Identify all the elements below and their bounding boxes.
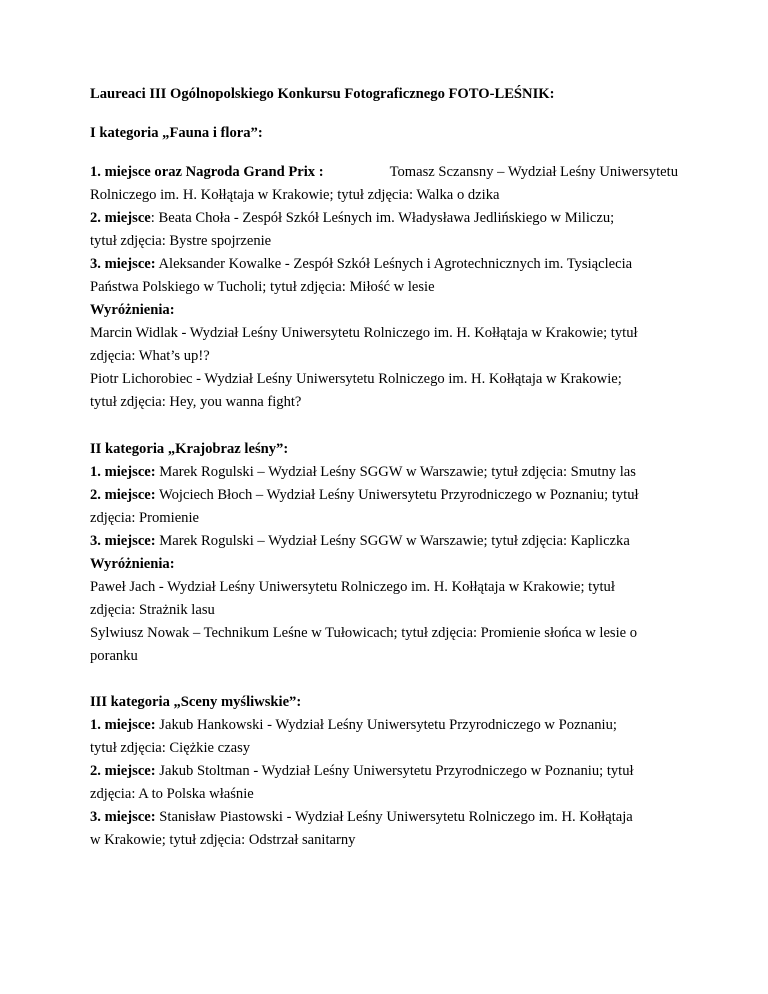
entry-line: tytuł zdjęcia: Hey, you wanna fight? — [90, 394, 302, 410]
entry-line: zdjęcia: What’s up!? — [90, 348, 210, 364]
spacer — [90, 414, 678, 438]
entry-line: poranku — [90, 648, 138, 664]
entry-line: zdjęcia: Promienie — [90, 510, 200, 526]
entry-line: Paweł Jach - Wydział Leśny Uniwersytetu Rolniczego im. H. Kołłątaja w Krakowie; tytuł — [90, 579, 615, 595]
entry-3rd-place — [90, 253, 678, 299]
honors-heading: Wyróżnienia: — [90, 302, 175, 318]
entry-line: 2. miejsce: Jakub Stoltman - Wydział Leśny Uniwersytetu Przyrodniczego w Poznaniu; tytuł — [90, 763, 634, 779]
honor-entry — [90, 622, 678, 668]
entry-2nd-place — [90, 760, 678, 806]
entry-line: Marcin Widlak - Wydział Leśny Uniwersytetu Rolniczego im. H. Kołłątaja w Krakowie; tytuł — [90, 325, 638, 341]
entry-line: 2. miejsce: Wojciech Błoch – Wydział Leśny Uniwersytetu Przyrodniczego w Poznaniu; tytuł — [90, 487, 639, 503]
entry-line: Piotr Lichorobiec - Wydział Leśny Uniwersytetu Rolniczego im. H. Kołłątaja w Krakowie; — [90, 371, 622, 387]
entry-line: 3. miejsce: Aleksander Kowalke - Zespół Szkół Leśnych i Agrotechnicznych im. Tysiąclecia — [90, 256, 633, 272]
document-title: Laureaci III Ogólnopolskiego Konkursu Fotograficznego FOTO-LEŚNIK: — [90, 86, 555, 102]
honor-entry — [90, 576, 678, 622]
honor-entry — [90, 322, 678, 368]
entry-2nd-place — [90, 484, 678, 530]
entry-line: 2. miejsce: Beata Choła - Zespół Szkół Leśnych im. Władysława Jedlińskiego w Miliczu; — [90, 210, 615, 226]
entry-line: Sylwiusz Nowak – Technikum Leśne w Tułowicach; tytuł zdjęcia: Promienie słońca w lesie o — [90, 625, 638, 641]
entry-line: Rolniczego im. H. Kołłątaja w Krakowie; tytuł zdjęcia: Walka o dzika — [90, 187, 500, 203]
entry-line: Państwa Polskiego w Tucholi; tytuł zdjęcia: Miłość w lesie — [90, 279, 435, 295]
entry-line: tytuł zdjęcia: Ciężkie czasy — [90, 740, 251, 756]
entry-2nd-place — [90, 207, 678, 253]
entry-line: w Krakowie; tytuł zdjęcia: Odstrzał sanitarny — [90, 832, 356, 848]
entry-line: zdjęcia: Strażnik lasu — [90, 602, 215, 618]
entry-line: tytuł zdjęcia: Bystre spojrzenie — [90, 233, 272, 249]
category-heading: II kategoria „Krajobraz leśny”: — [90, 441, 289, 457]
entry-line: 1. miejsce: Jakub Hankowski - Wydział Leśny Uniwersytetu Przyrodniczego w Poznaniu; — [90, 717, 617, 733]
spacer — [90, 668, 678, 691]
entry-line: zdjęcia: A to Polska właśnie — [90, 786, 254, 802]
entry-3rd-place: 3. miejsce: Marek Rogulski – Wydział Leśny SGGW w Warszawie; tytuł zdjęcia: Kapliczka — [90, 533, 630, 549]
honors-heading: Wyróżnienia: — [90, 556, 175, 572]
category-heading: III kategoria „Sceny myśliwskie”: — [90, 694, 302, 710]
entry-1st-place — [90, 161, 678, 207]
category-heading: I kategoria „Fauna i flora”: — [90, 125, 263, 141]
document-page — [90, 83, 678, 852]
honor-entry — [90, 368, 678, 414]
entry-1st-place — [90, 714, 678, 760]
entry-1st-place: 1. miejsce: Marek Rogulski – Wydział Leśny SGGW w Warszawie; tytuł zdjęcia: Smutny las — [90, 464, 636, 480]
entry-line: 3. miejsce: Stanisław Piastowski - Wydział Leśny Uniwersytetu Rolniczego im. H. Kołłątaja — [90, 809, 633, 825]
entry-line: 1. miejsce oraz Nagroda Grand Prix : Tomasz Sczansny – Wydział Leśny Uniwersytetu — [90, 164, 678, 180]
entry-3rd-place — [90, 806, 678, 852]
